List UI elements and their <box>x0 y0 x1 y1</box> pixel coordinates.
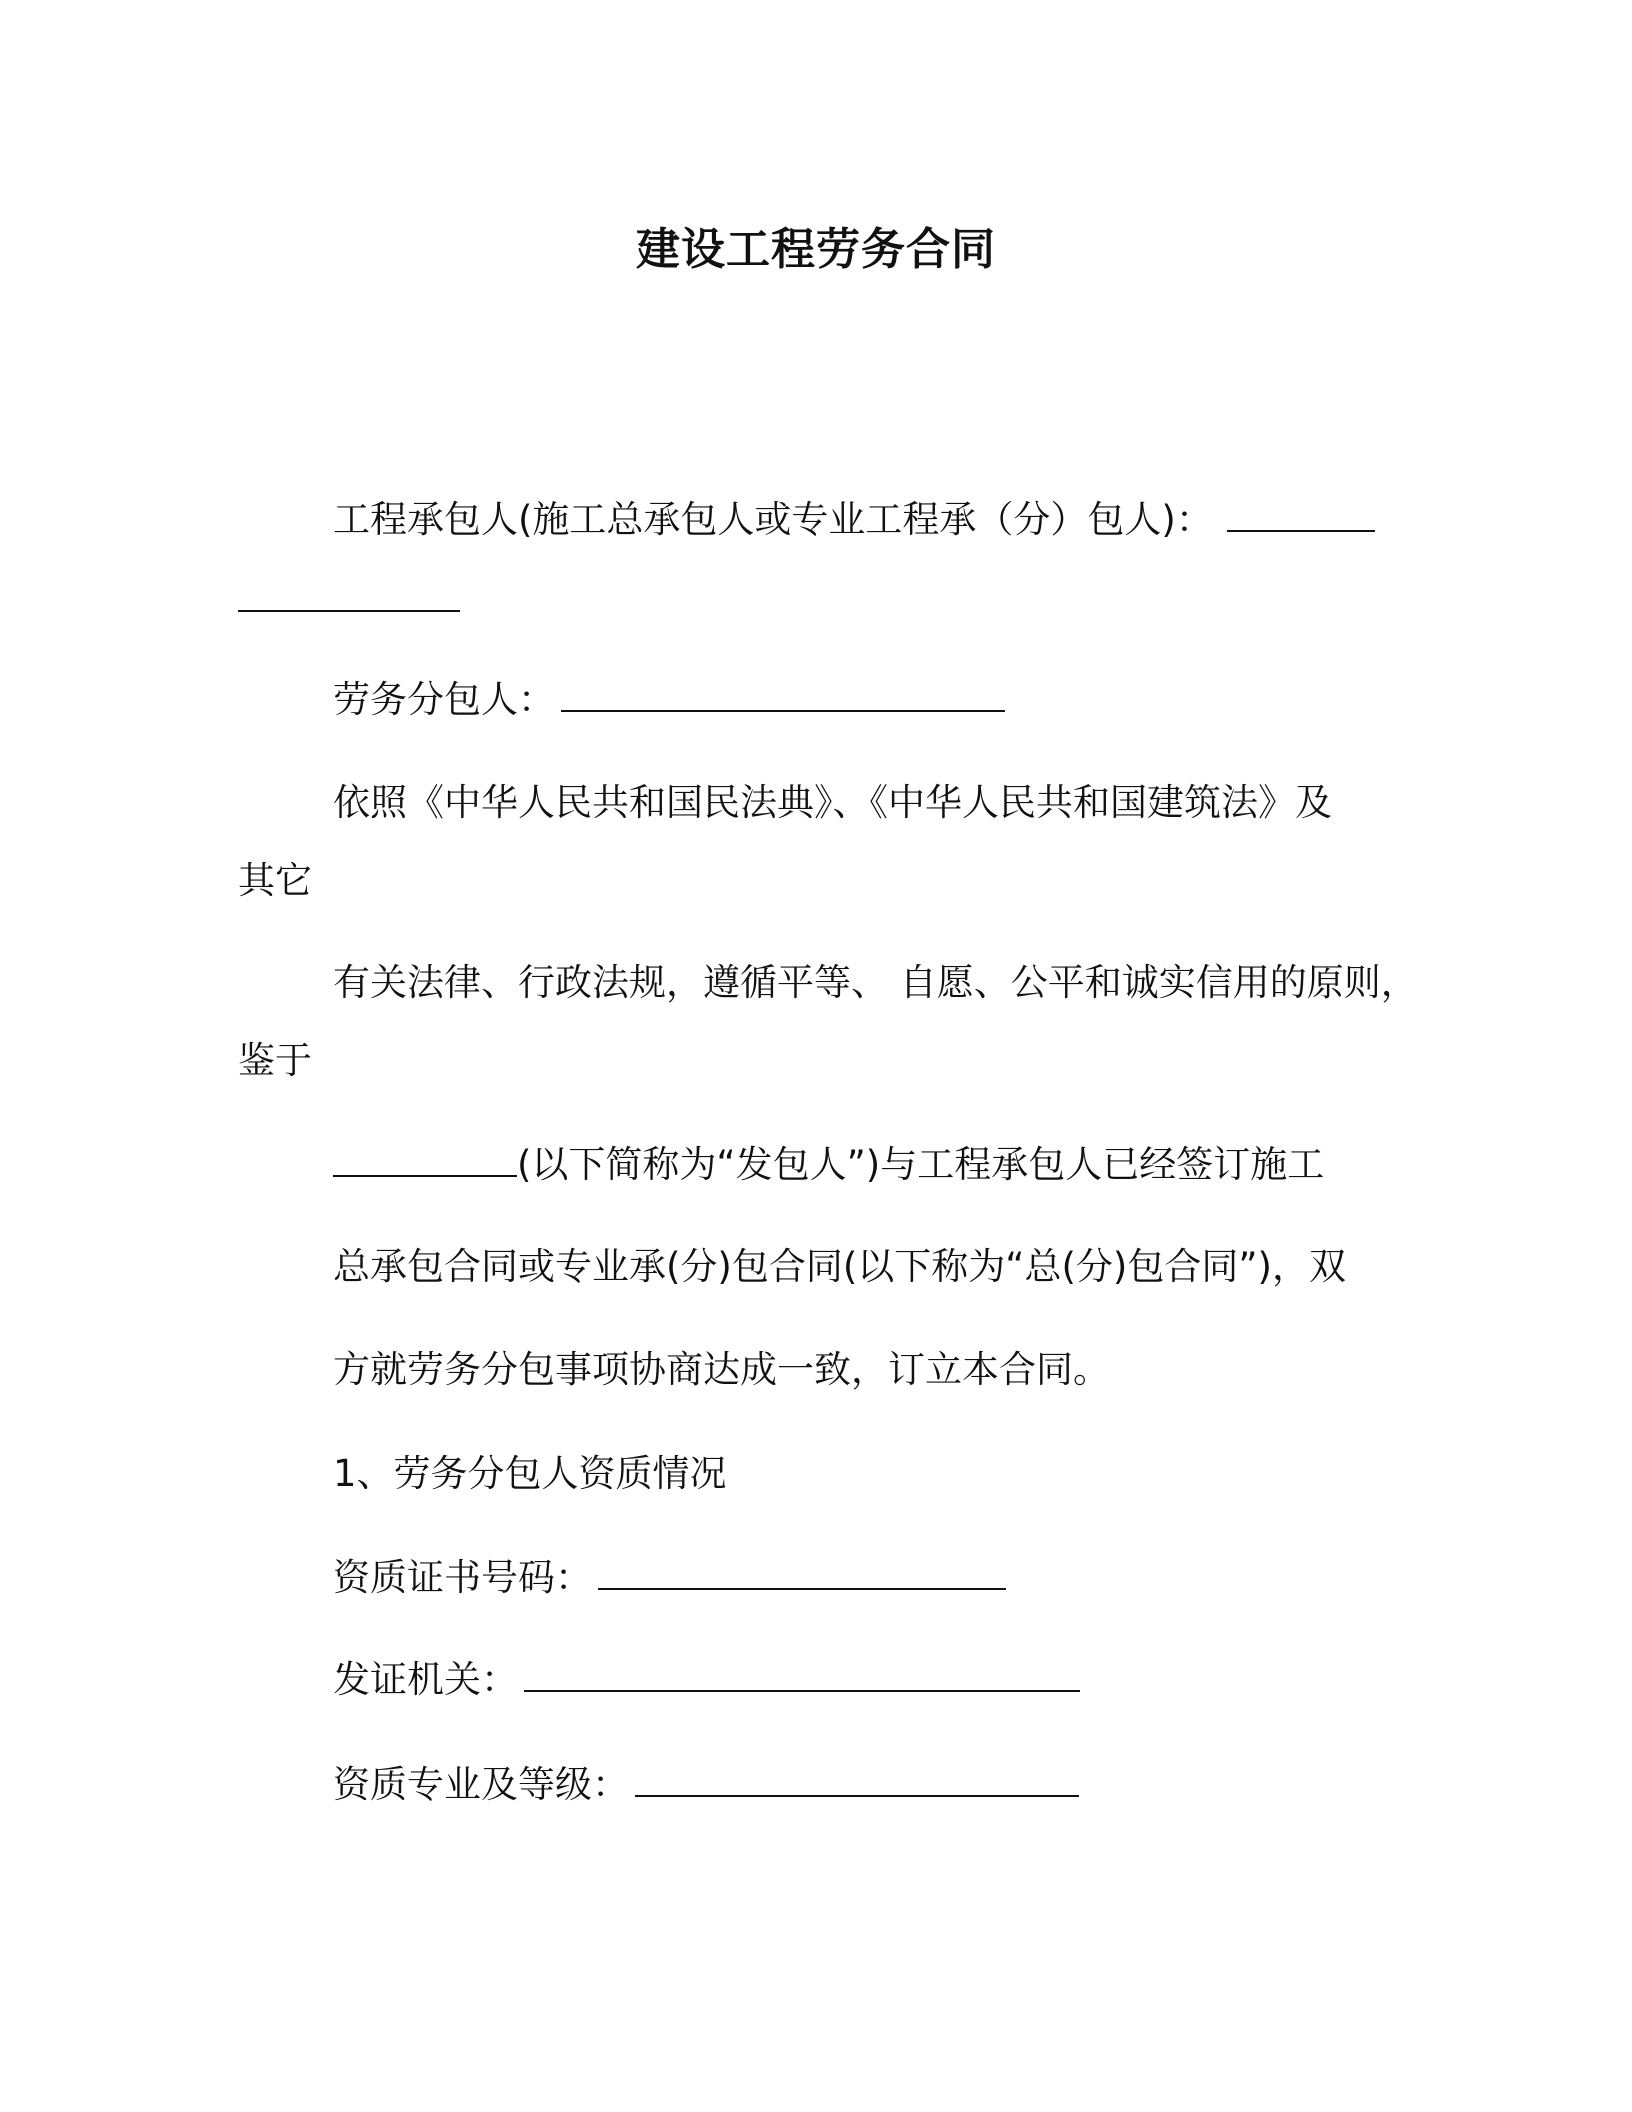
basis-line-4: 总承包合同或专业承(分)包合同(以下称为“总(分)包合同”)，双 <box>333 1245 1346 1288</box>
basis-line-3-text: (以下简称为“发包人”)与工程承包人已经签订施工 <box>517 1143 1325 1186</box>
basis-line-1: 依照《中华人民共和国民法典》、《中华人民共和国建筑法》及 <box>333 781 1332 824</box>
cert-no-line <box>333 1556 1006 1599</box>
grade-blank <box>635 1765 1079 1797</box>
subcontractor-label: 劳务分包人： <box>333 678 555 721</box>
basis-line-5: 方就劳务分包事项协商达成一致，订立本合同。 <box>333 1348 1110 1391</box>
contractor-line <box>333 498 1375 541</box>
section-1-heading: 1、劳务分包人资质情况 <box>333 1452 727 1495</box>
issuer-line <box>333 1658 1080 1701</box>
subcontractor-blank <box>561 680 1005 712</box>
basis-line-3 <box>333 1143 1325 1186</box>
cert-no-label: 资质证书号码： <box>333 1556 592 1599</box>
basis-line-1-wrap: 其它 <box>238 859 312 902</box>
issuer-label: 发证机关： <box>333 1658 518 1701</box>
subcontractor-line <box>333 678 1005 721</box>
employer-blank <box>333 1145 517 1177</box>
grade-line <box>333 1763 1079 1806</box>
cert-no-blank <box>598 1558 1006 1590</box>
basis-line-2-wrap: 鉴于 <box>238 1039 312 1082</box>
contractor-label: 工程承包人(施工总承包人或专业工程承（分）包人)： <box>333 498 1213 541</box>
document-title: 建设工程劳务合同 <box>636 224 996 275</box>
contractor-blank <box>1227 500 1375 532</box>
contractor-blank-continued <box>238 610 460 612</box>
grade-label: 资质专业及等级： <box>333 1763 629 1806</box>
basis-line-2: 有关法律、行政法规，遵循平等、 自愿、公平和诚实信用的原则， <box>333 961 1418 1004</box>
issuer-blank <box>524 1660 1080 1692</box>
